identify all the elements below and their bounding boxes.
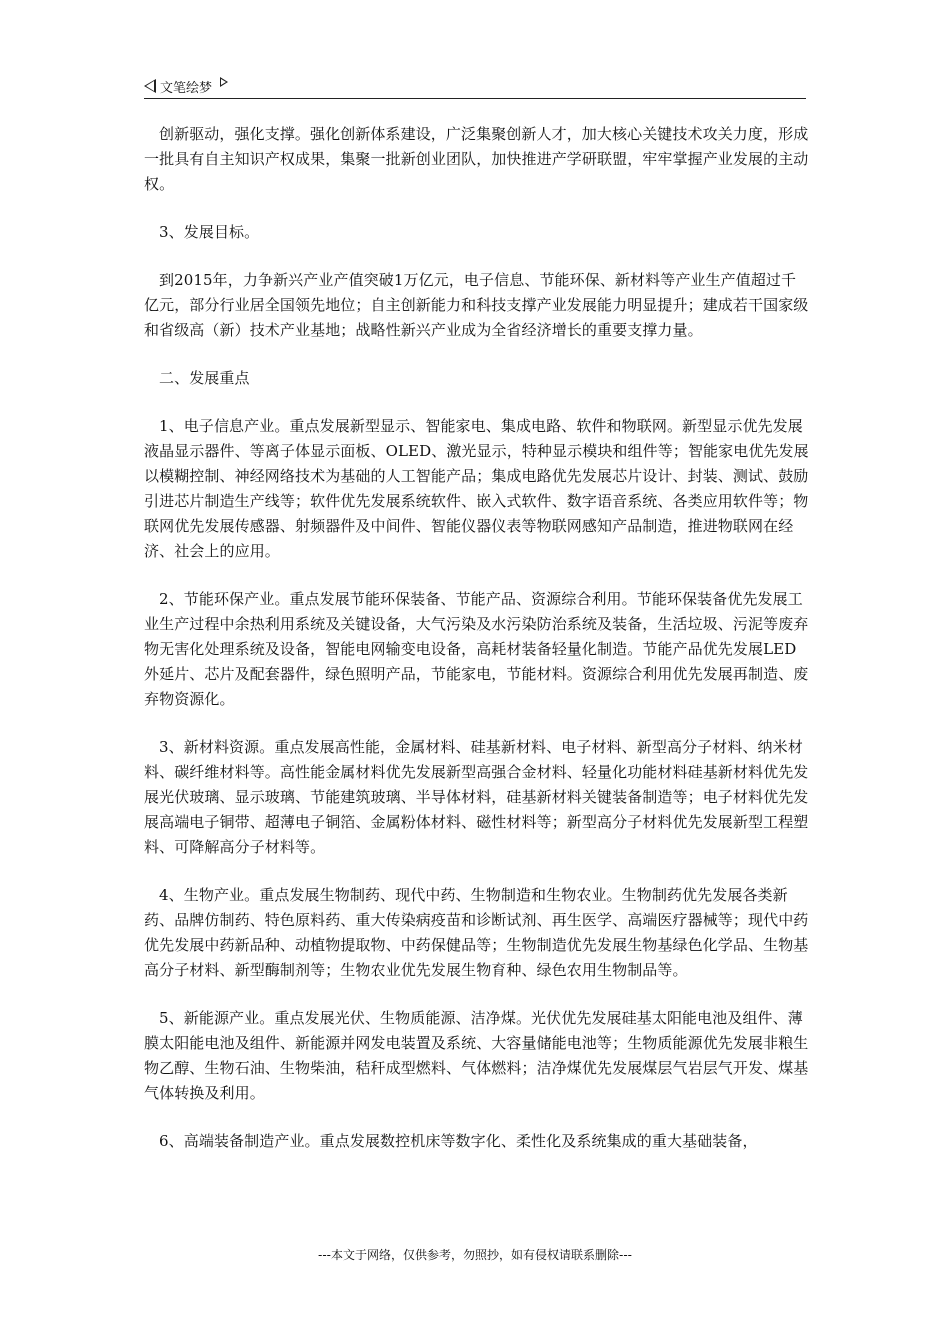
paragraph: 5、新能源产业。重点发展光伏、生物质能源、洁净煤。光伏优先发展硅基太阳能电池及组件、薄膜太阳能电池及组件、新能源并网发电装置及系统、大容量储能电池等；生物质能源优先发展非粮生物乙醇、生物石油、生物柴油，秸秆成型燃料、气体燃料；洁净煤优先发展煤层气岩层气开发、煤基气体转换及利用。 [144,1009,809,1102]
page-header [144,74,806,99]
paragraph: 创新驱动，强化支撑。强化创新体系建设，广泛集聚创新人才，加大核心关键技术攻关力度，形成一批具有自主知识产权成果，集聚一批新创业团队，加快推进产学研联盟，牢牢掌握产业发展的主动权。 [144,125,809,193]
paragraph: 1、电子信息产业。重点发展新型显示、智能家电、集成电路、软件和物联网。新型显示优先发展液晶显示器件、等离子体显示面板、OLED、激光显示，特种显示模块和组件等；智能家电优先发展以模糊控制、神经网络技术为基础的人工智能产品；集成电路优先发展芯片设计、封装、测试、鼓励引进芯片制造生产线等；软件优先发展系统软件、嵌入式软件、数字语音系统、各类应用软件等；物联网优先发展传感器、射频器件及中间件、智能仪器仪表等物联网感知产品制造，推进物联网在经济、社会上的应用。 [144,417,809,560]
paragraph: 6、高端装备制造产业。重点发展数控机床等数字化、柔性化及系统集成的重大基础装备， [159,1132,758,1150]
triangle-left-icon [144,79,156,93]
section-heading: 二、发展重点 [159,369,250,387]
paragraph: 3、新材料资源。重点发展高性能，金属材料、硅基新材料、电子材料、新型高分子材料、纳米材料、碳纤维材料等。高性能金属材料优先发展新型高强合金材料、轻量化功能材料硅基新材料优先发展光伏玻璃、显示玻璃、节能建筑玻璃、半导体材料，硅基新材料关键装备制造等；电子材料优先发展高端电子铜带、超薄电子铜箔、金属粉体材料、磁性材料等；新型高分子材料优先发展新型工程塑料、可降解高分子材料等。 [144,738,809,856]
paragraph: 4、生物产业。重点发展生物制药、现代中药、生物制造和生物农业。生物制药优先发展各类新药、品牌仿制药、特色原料药、重大传染病疫苗和诊断试剂、再生医学、高端医疗器械等；现代中药优先发展中药新品种、动植物提取物、中药保健品等；生物制造优先发展生物基绿色化学品、生物基高分子材料、新型酶制剂等；生物农业优先发展生物育种、绿色农用生物制品等。 [144,886,809,979]
header-brand: 文笔绘梦 [160,80,213,96]
paragraph: 3、发展目标。 [159,223,260,241]
document-body [144,122,809,1177]
paragraph: 到2015年，力争新兴产业产值突破1万亿元，电子信息、节能环保、新材料等产业生产值超过千亿元，部分行业居全国领先地位；自主创新能力和科技支撑产业发展能力明显提升；建成若干国家级和省级高（新）技术产业基地；战略性新兴产业成为全省经济增长的重要支撑力量。 [144,271,809,339]
paragraph: 2、节能环保产业。重点发展节能环保装备、节能产品、资源综合利用。节能环保装备优先发展工业生产过程中余热利用系统及关键设备，大气污染及水污染防治系统及装备，生活垃圾、污泥等废弃物无害化处理系统及设备，智能电网输变电设备，高耗材装备轻量化制造。节能产品优先发展LED外延片、芯片及配套器件，绿色照明产品，节能家电，节能材料。资源综合利用优先发展再制造、废弃物资源化。 [144,590,809,708]
triangle-right-icon [220,77,228,87]
page-footer: ---本文于网络，仅供参考，勿照抄，如有侵权请联系删除--- [318,1248,632,1262]
